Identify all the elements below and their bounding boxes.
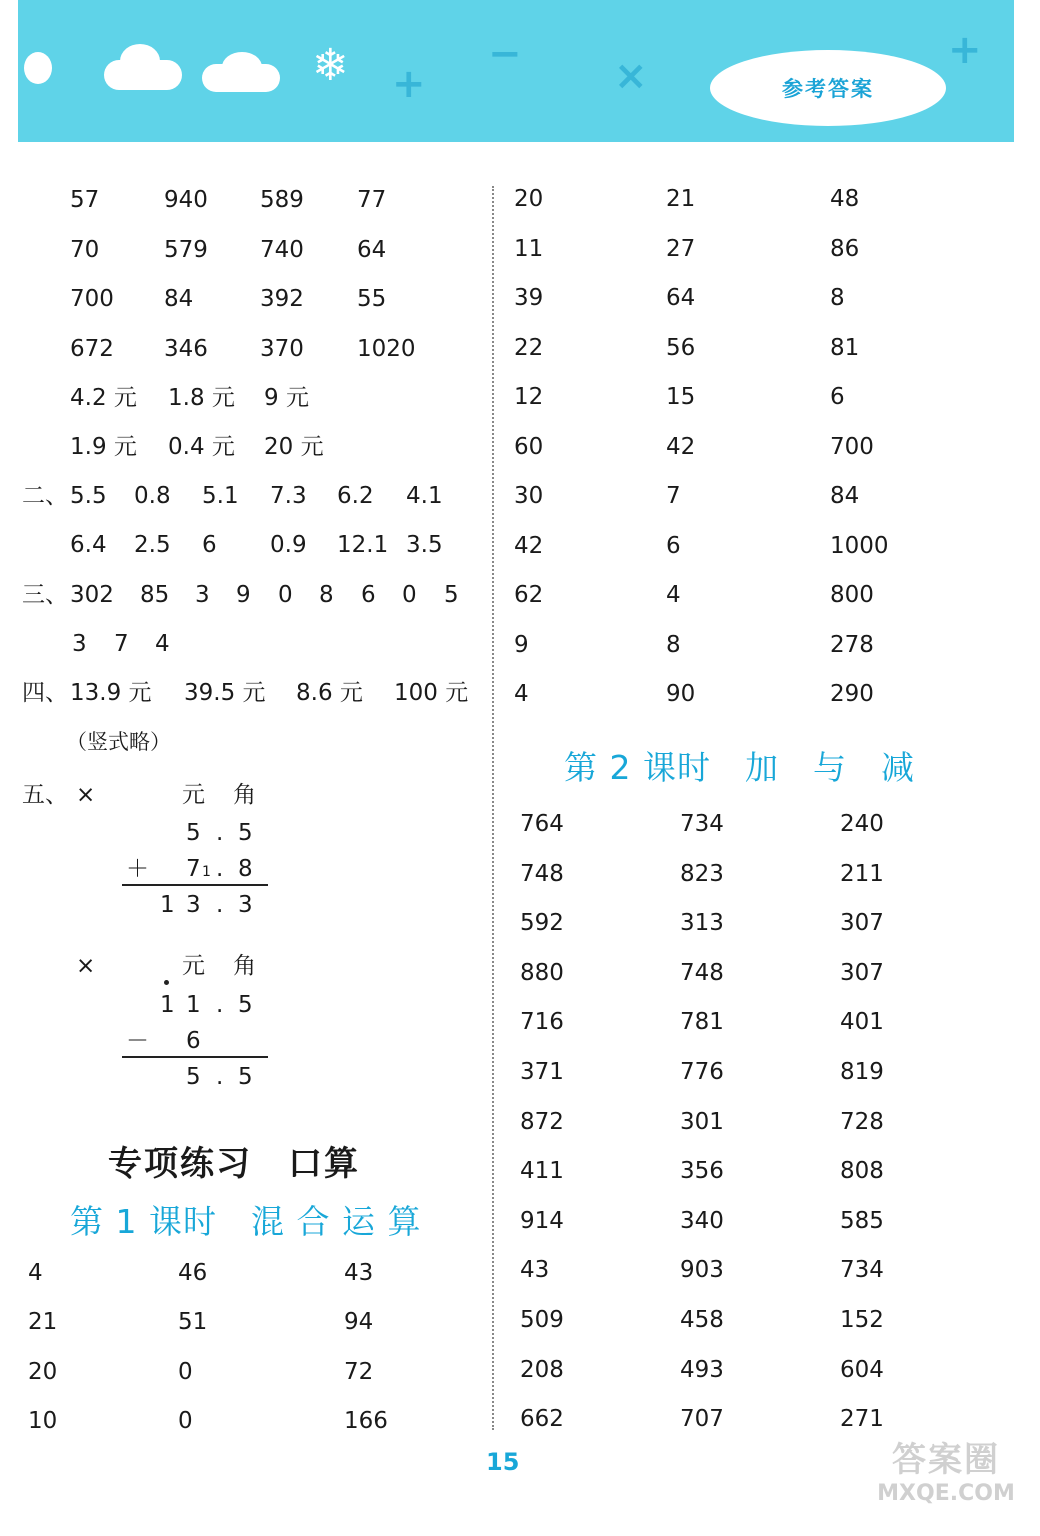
grid-cell: 301 [680,1108,724,1135]
difference-line [122,1056,268,1058]
grid-cell: 21 [666,186,696,212]
digit: 5 [186,820,201,846]
grid-cell: 346 [164,335,208,362]
page-number: 15 [486,1448,520,1476]
plus-icon: + [948,27,982,73]
grid-cell: 764 [520,811,564,837]
grid-cell: 90 [666,681,696,707]
grid-cell: 77 [357,187,387,213]
grid-cell: 734 [680,811,724,837]
grid-cell: 0 [178,1407,193,1434]
unit-jiao: 角 [233,953,256,979]
grid-cell: 8 [830,285,845,311]
grid-cell: 51 [178,1309,208,1336]
grid-cell: 57 [70,187,100,213]
grid-cell: 914 [520,1207,564,1234]
grid-cell: 21 [28,1309,58,1336]
grid-cell: 880 [520,959,564,986]
answer-value: 7.3 [270,483,307,509]
grid-cell: 64 [666,285,696,311]
unit-yuan: 元 [182,953,205,979]
grid-cell: 748 [680,959,724,986]
operator-minus: － [126,1028,149,1054]
grid-cell: 800 [830,582,874,608]
grid-cell: 278 [830,631,874,658]
money-value: 9 元 [264,385,309,411]
grid-cell: 700 [70,286,114,312]
grid-cell: 734 [840,1257,884,1284]
grid-cell: 6 [666,532,681,559]
grid-cell: 6 [830,384,845,410]
section-marker-2: 二、 [22,483,68,509]
grid-cell: 903 [680,1257,724,1284]
unit-yuan: 元 [182,782,205,808]
answer-value: 2.5 [134,532,171,558]
sum-line [122,884,268,886]
grid-cell: 823 [680,860,724,887]
grid-cell: 700 [830,433,874,460]
answer-value: 302 [70,582,114,608]
digit: 7 [186,856,201,882]
header-banner [18,0,1014,142]
answer-value: 12.1 [337,532,389,558]
grid-cell: 340 [680,1207,724,1234]
grid-cell: 84 [164,286,194,312]
grid-cell: 592 [520,910,564,937]
grid-cell: 46 [178,1260,208,1286]
grid-cell: 43 [520,1257,550,1284]
column-divider [492,186,494,1430]
answer-value: 0 [278,582,293,608]
grid-cell: 11 [514,235,544,262]
money-value: 8.6 元 [296,680,363,706]
operator-plus: ＋ [126,856,149,882]
answer-value: 4 [155,631,170,657]
grid-cell: 4 [666,582,681,608]
answer-value: 9 [236,582,251,608]
answer-value: 6.4 [70,532,107,558]
grid-cell: 42 [666,433,696,460]
grid-cell: 152 [840,1307,884,1333]
decimal-point: . [216,992,224,1018]
answer-value: 6 [361,582,376,608]
grid-cell: 589 [260,187,304,213]
cloud-icon [24,52,52,84]
grid-cell: 64 [357,236,387,263]
money-value: 1.8 元 [168,385,235,411]
digit: 1 [186,992,201,1018]
digit: 6 [186,1028,201,1054]
answer-value: 3 [72,631,87,657]
grid-cell: 56 [666,334,696,361]
answer-value: 3 [195,582,210,608]
times-icon: × [614,53,648,99]
grid-cell: 493 [680,1356,724,1383]
grid-cell: 62 [514,582,544,608]
grid-cell: 662 [520,1406,564,1433]
money-value: 0.4 元 [168,434,235,460]
grid-cell: 8 [666,631,681,658]
grid-cell: 290 [830,681,874,707]
minus-icon: − [488,31,522,77]
grid-cell: 42 [514,532,544,559]
grid-cell: 84 [830,483,860,509]
digit: 3 [186,892,201,918]
grid-cell: 12 [514,384,544,410]
special-practice-title: 专项练习 口算 [108,1144,360,1184]
answer-value: 0 [402,582,417,608]
grid-cell: 585 [840,1207,884,1234]
grid-cell: 307 [840,910,884,937]
grid-cell: 509 [520,1307,564,1333]
grid-cell: 10 [28,1407,58,1434]
grid-cell: 81 [830,334,860,361]
grid-cell: 1000 [830,532,889,559]
grid-cell: 9 [514,631,529,658]
section-4-note: （竖式略） [66,730,171,754]
digit: 1 [160,892,175,918]
answer-value: 0.8 [134,483,171,509]
cloud-icon [222,52,262,82]
grid-cell: 94 [344,1309,374,1336]
grid-cell: 748 [520,860,564,887]
answer-value: 6.2 [337,483,374,509]
money-value: 39.5 元 [184,680,266,706]
snowflake-icon: ❄ [312,40,349,91]
lesson-1-title: 第 1 课时 混 合 运 算 [70,1202,422,1241]
grid-cell: 70 [70,236,100,263]
carry-digit: 1 [202,864,211,880]
grid-cell: 72 [344,1358,374,1385]
wrong-mark: × [76,782,96,808]
wrong-mark: × [76,953,96,979]
money-value: 13.9 元 [70,680,152,706]
grid-cell: 579 [164,236,208,263]
grid-cell: 55 [357,286,387,312]
grid-cell: 716 [520,1009,564,1036]
grid-cell: 86 [830,235,860,262]
watermark-text: 答案圈 [892,1440,1000,1480]
grid-cell: 60 [514,433,544,460]
grid-cell: 411 [520,1158,564,1185]
digit: 1 [160,992,175,1018]
grid-cell: 370 [260,335,304,362]
section-marker-5: 五、 [22,782,68,808]
answer-badge: 参考答案 [710,50,946,126]
grid-cell: 30 [514,483,544,509]
answer-value: 85 [140,582,170,608]
digit: 8 [238,856,253,882]
borrow-dot [164,980,169,985]
grid-cell: 39 [514,285,544,311]
section-marker-3: 三、 [22,582,68,608]
grid-cell: 211 [840,860,884,887]
grid-cell: 776 [680,1059,724,1085]
grid-cell: 7 [666,483,681,509]
grid-cell: 48 [830,186,860,212]
grid-cell: 208 [520,1356,564,1383]
digit: 5 [238,1064,253,1090]
answer-value: 7 [114,631,129,657]
answer-value: 8 [319,582,334,608]
money-value: 20 元 [264,434,324,460]
grid-cell: 20 [28,1358,58,1385]
answer-value: 3.5 [406,532,443,558]
cloud-icon [120,44,160,78]
grid-cell: 4 [514,681,529,707]
grid-cell: 940 [164,187,208,213]
grid-cell: 356 [680,1158,724,1185]
grid-cell: 401 [840,1009,884,1036]
grid-cell: 43 [344,1260,374,1286]
money-value: 4.2 元 [70,385,137,411]
answer-value: 5.1 [202,483,239,509]
digit: 3 [238,892,253,918]
grid-cell: 392 [260,286,304,312]
grid-cell: 307 [840,959,884,986]
grid-cell: 872 [520,1108,564,1135]
plus-icon: + [392,61,426,107]
grid-cell: 15 [666,384,696,410]
grid-cell: 4 [28,1260,43,1286]
digit: 5 [238,992,253,1018]
decimal-point: . [216,892,224,918]
answer-value: 0.9 [270,532,307,558]
grid-cell: 740 [260,236,304,263]
grid-cell: 20 [514,186,544,212]
decimal-point: . [216,856,224,882]
grid-cell: 166 [344,1407,388,1434]
grid-cell: 313 [680,910,724,937]
grid-cell: 781 [680,1009,724,1036]
section-marker-4: 四、 [22,680,68,706]
decimal-point: . [216,1064,224,1090]
decimal-point: . [216,820,224,846]
money-value: 100 元 [394,680,469,706]
grid-cell: 808 [840,1158,884,1185]
answer-value: 6 [202,532,217,558]
unit-jiao: 角 [233,782,256,808]
answer-value: 4.1 [406,483,443,509]
digit: 5 [238,820,253,846]
grid-cell: 604 [840,1356,884,1383]
grid-cell: 271 [840,1406,884,1433]
grid-cell: 240 [840,811,884,837]
grid-cell: 819 [840,1059,884,1085]
grid-cell: 707 [680,1406,724,1433]
grid-cell: 371 [520,1059,564,1085]
answer-value: 5.5 [70,483,107,509]
grid-cell: 728 [840,1108,884,1135]
grid-cell: 1020 [357,335,416,362]
watermark-url: MXQE.COM [877,1481,1015,1506]
digit: 5 [186,1064,201,1090]
grid-cell: 458 [680,1307,724,1333]
grid-cell: 22 [514,334,544,361]
grid-cell: 0 [178,1358,193,1385]
answer-value: 5 [444,582,459,608]
lesson-2-title: 第 2 课时 加 与 减 [564,748,915,787]
money-value: 1.9 元 [70,434,137,460]
grid-cell: 672 [70,335,114,362]
grid-cell: 27 [666,235,696,262]
watermark-logo [862,1432,1030,1528]
